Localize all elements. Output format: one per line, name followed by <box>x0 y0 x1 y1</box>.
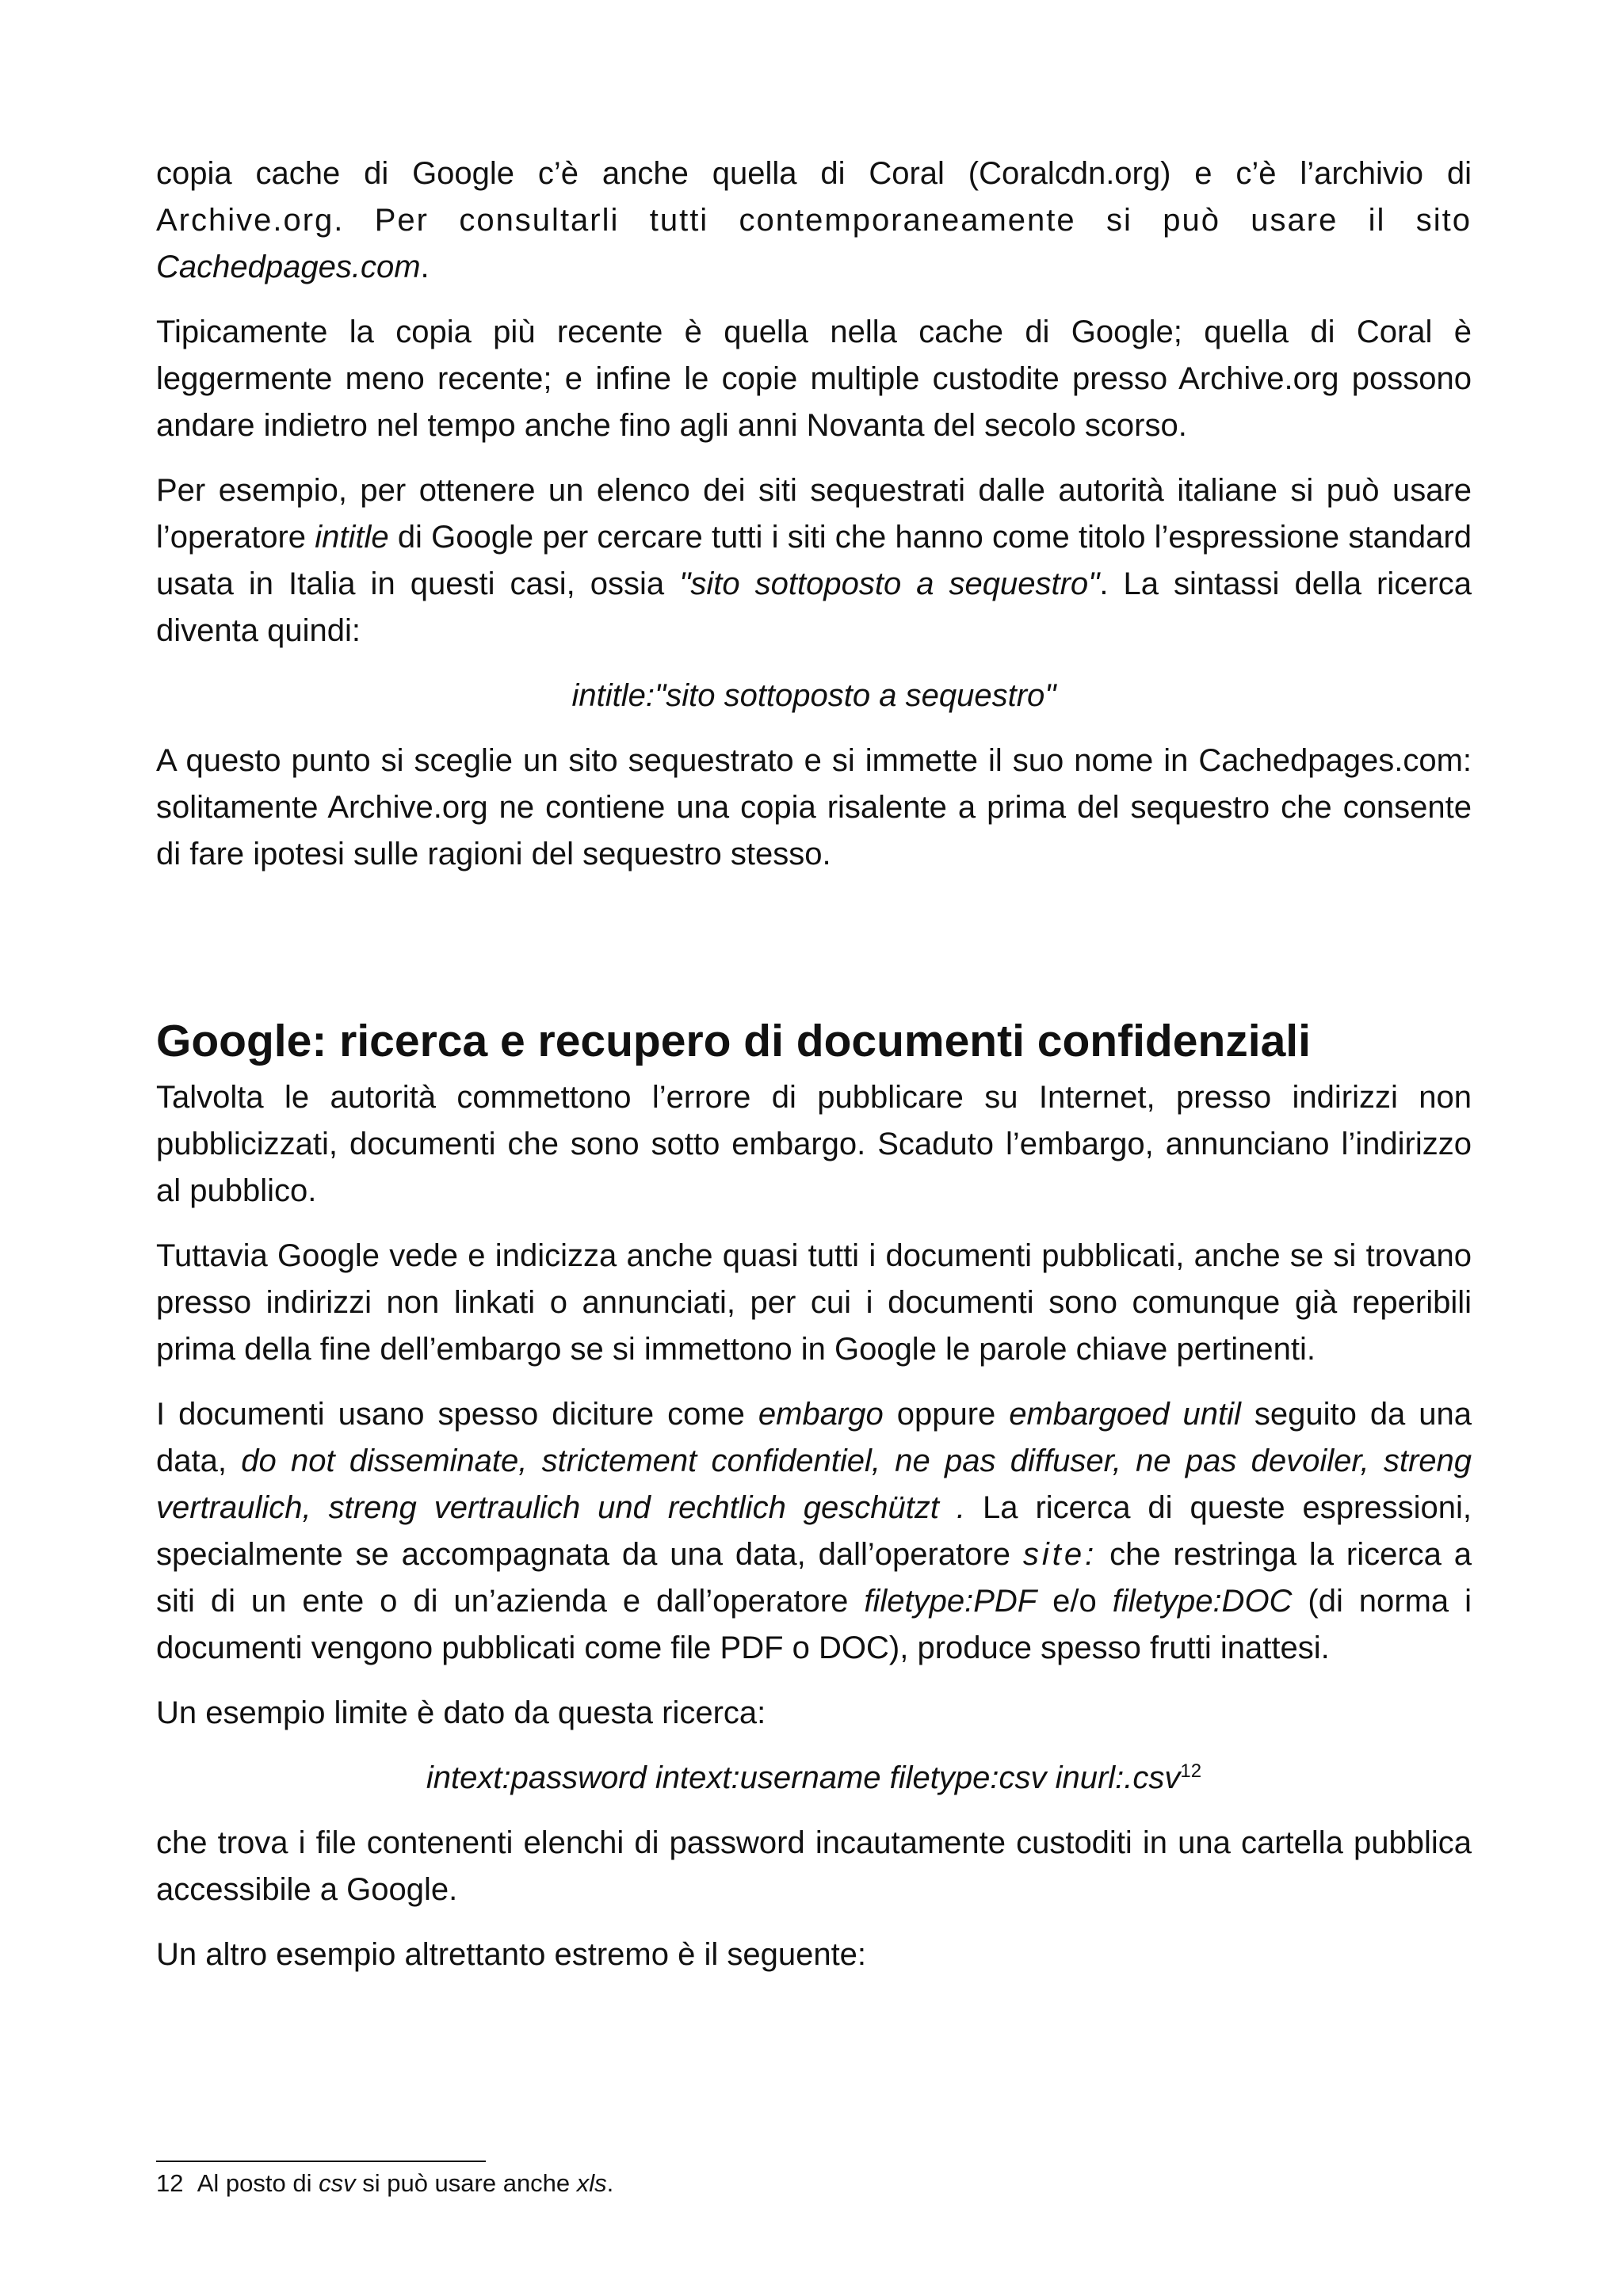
text-run: Al posto di <box>197 2169 319 2197</box>
phrase-embargo: embargo <box>758 1397 884 1432</box>
paragraph-cachedpages: A questo punto si sceglie un sito sequestrato e si immette il suo nome in Cachedpages.com: solitamente Archive.org ne contiene una copia risalente a prima del sequestro che consente di fare ipotesi sulle ragioni del sequestro stesso. <box>156 743 1472 871</box>
format-xls: xls <box>576 2169 607 2197</box>
paragraph-another-example: Un altro esempio altrettanto estremo è il seguente: <box>156 1937 867 1972</box>
text-run: di Google per cercare tutti i siti che hanno come titolo l’espressione standard usata in Italia in questi casi, ossia <box>156 520 1472 601</box>
operator-name: intitle <box>315 520 389 555</box>
query-phrase: "sito sottoposto a sequestro" <box>655 678 1056 713</box>
text-run: La ricerca di queste espressioni, specialmente se accompagnata da una data, dall’operatore <box>156 1490 1472 1572</box>
text-run: (di norma i documenti vengono pubblicati come file PDF o DOC), produce spesso frutti inattesi. <box>156 1584 1472 1665</box>
paragraph-google-indexing: Tuttavia Google vede e indicizza anche quasi tutti i documenti pubblicati, anche se si trovano presso indirizzi non linkati o annunciati, per cui i documenti sono comunque già reperibili prima della fine dell’embargo se si immettono in Google le parole chiave pertinenti. <box>156 1238 1472 1367</box>
quoted-phrase: "sito sottoposto a sequestro" <box>679 566 1100 601</box>
footnote-divider <box>156 2161 486 2162</box>
paragraph-embargo-phrases <box>156 1391 1472 1672</box>
format-csv: csv <box>319 2169 356 2197</box>
text-run: . <box>420 250 430 284</box>
text-run: seguito da una data, <box>156 1397 1472 1478</box>
paragraph-cache-recency: Tipicamente la copia più recente è quella nella cache di Google; quella di Coral è leggermente meno recente; e infine le copie multiple custodite presso Archive.org possono andare indietro nel tempo anche fino agli anni Novanta del secolo scorso. <box>156 315 1472 443</box>
footnote <box>156 2168 613 2199</box>
text-run: I documenti usano spesso diciture come <box>156 1397 758 1432</box>
text-run: . La sintassi della ricerca diventa quindi: <box>156 566 1472 648</box>
page-body <box>156 151 1472 1978</box>
search-query-password <box>156 1755 1472 1802</box>
operator-site: site: <box>1022 1537 1098 1572</box>
text-run: . <box>606 2169 614 2197</box>
phrase-list: do not disseminate, strictement confidentiel, ne pas diffuser, ne pas devoiler, streng vertraulich, streng vertraulich und rechtlich geschützt . <box>156 1444 1472 1525</box>
footnote-number: 12 <box>156 2169 184 2197</box>
text-run: e/o <box>1037 1584 1113 1619</box>
paragraph-intitle-example <box>156 467 1472 654</box>
text-run: che restringa la ricerca a siti di un ente o di un’azienda e dall’operatore <box>156 1537 1472 1619</box>
operator-filetype-pdf: filetype:PDF <box>864 1584 1037 1619</box>
paragraph-example-intro: Un esempio limite è dato da questa ricerca: <box>156 1695 766 1730</box>
paragraph-embargo-error: Talvolta le autorità commettono l’errore di pubblicare su Internet, presso indirizzi non pubblicizzati, documenti che sono sotto embargo. Scaduto l’embargo, annunciano l’indirizzo al pubblico. <box>156 1080 1472 1208</box>
text-run: si può usare anche <box>355 2169 577 2197</box>
text-line: copia cache di Google c’è anche quella di Coral (Coralcdn.org) e c’è l’archivio di <box>156 156 1472 191</box>
operator-filetype-doc: filetype:DOC <box>1112 1584 1293 1619</box>
site-name: Cachedpages.com <box>156 250 421 284</box>
query-text: intext:password intext:username filetype:csv inurl:.csv <box>426 1760 1181 1795</box>
text-run: oppure <box>883 1397 1010 1432</box>
paragraph-cache-sources <box>156 151 1472 291</box>
text-line: Archive.org. Per consultarli tutti contemporaneamente si può usare il sito <box>156 203 1472 238</box>
phrase-embargoed-until: embargoed until <box>1009 1397 1241 1432</box>
paragraph-password-files: che trova i file contenenti elenchi di password incautamente custoditi in una cartella pubblica accessibile a Google. <box>156 1825 1472 1907</box>
section-heading: Google: ricerca e recupero di documenti confidenziali <box>156 1016 1311 1066</box>
footnote-ref[interactable]: 12 <box>1180 1760 1202 1782</box>
search-query-intitle <box>156 673 1472 719</box>
text-run: Per esempio, per ottenere un elenco dei siti sequestrati dalle autorità italiane si può usare l’operatore <box>156 473 1472 555</box>
query-operator: intitle: <box>571 678 655 713</box>
